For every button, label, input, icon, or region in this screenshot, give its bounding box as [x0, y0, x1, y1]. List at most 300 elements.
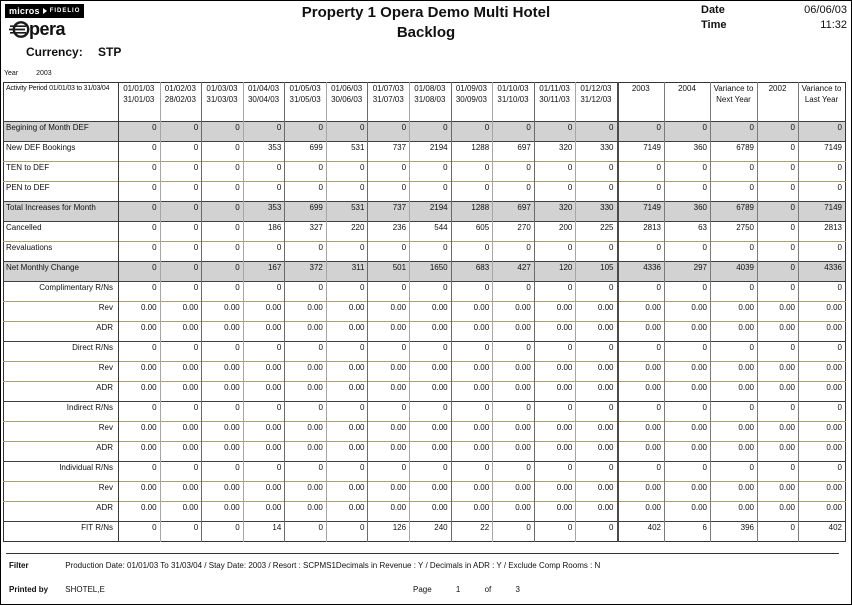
value-cell: 0	[711, 402, 758, 422]
value-cell: 0.00	[665, 502, 711, 522]
row-label: ADR	[4, 322, 119, 342]
value-cell: 0.00	[493, 442, 535, 462]
value-cell: 0.00	[576, 442, 618, 462]
value-cell: 0.00	[534, 322, 576, 342]
value-cell: 0.00	[368, 422, 410, 442]
value-cell: 0	[534, 342, 576, 362]
value-cell: 0	[285, 522, 327, 542]
value-cell: 737	[368, 202, 410, 222]
value-cell: 0	[410, 162, 452, 182]
table-wrap	[3, 82, 846, 542]
table-row	[4, 202, 846, 222]
column-header: 2003	[618, 83, 665, 122]
value-cell: 0.00	[119, 422, 161, 442]
table-row	[4, 282, 846, 302]
value-cell: 0	[799, 462, 846, 482]
value-cell: 0	[202, 522, 244, 542]
value-cell: 0.00	[285, 482, 327, 502]
value-cell: 0	[493, 182, 535, 202]
value-cell: 0.00	[202, 382, 244, 402]
value-cell: 0	[534, 182, 576, 202]
value-cell: 0	[410, 242, 452, 262]
value-cell: 0	[285, 182, 327, 202]
value-cell: 0.00	[618, 442, 665, 462]
value-cell: 0.00	[618, 422, 665, 442]
year-value: 2003	[36, 70, 52, 77]
table-header-row	[4, 83, 846, 122]
value-cell: 0.00	[285, 362, 327, 382]
value-cell: 0	[119, 242, 161, 262]
value-cell: 0	[493, 342, 535, 362]
value-cell: 0.00	[618, 302, 665, 322]
value-cell: 0.00	[368, 322, 410, 342]
value-cell: 0.00	[243, 502, 285, 522]
value-cell: 0.00	[451, 502, 493, 522]
value-cell: 0	[534, 522, 576, 542]
value-cell: 0	[576, 342, 618, 362]
value-cell: 0	[326, 162, 368, 182]
value-cell: 0	[119, 142, 161, 162]
value-cell: 0.00	[799, 322, 846, 342]
value-cell: 0.00	[119, 362, 161, 382]
value-cell: 0.00	[799, 382, 846, 402]
column-header: Variance to Next Year	[711, 83, 758, 122]
value-cell: 0.00	[202, 422, 244, 442]
value-cell: 0	[160, 182, 202, 202]
value-cell: 0	[618, 122, 665, 142]
footer-divider	[6, 553, 839, 554]
value-cell: 0.00	[243, 302, 285, 322]
value-cell: 0.00	[202, 502, 244, 522]
value-cell: 0	[326, 282, 368, 302]
value-cell: 0	[799, 282, 846, 302]
value-cell: 327	[285, 222, 327, 242]
column-header: Variance to Last Year	[801, 84, 842, 104]
value-cell: 0.00	[160, 482, 202, 502]
value-cell: 0	[799, 342, 846, 362]
value-cell: 0	[285, 342, 327, 362]
row-label: Rev	[4, 302, 119, 322]
value-cell: 0	[711, 122, 758, 142]
value-cell: 0.00	[326, 502, 368, 522]
value-cell: 0	[451, 282, 493, 302]
value-cell: 0	[758, 202, 799, 222]
row-label: ADR	[4, 382, 119, 402]
value-cell: 0	[243, 402, 285, 422]
value-cell: 0.00	[711, 502, 758, 522]
value-cell: 0.00	[119, 382, 161, 402]
value-cell: 697	[493, 202, 535, 222]
value-cell: 0	[285, 242, 327, 262]
row-label: Individual R/Ns	[4, 462, 119, 482]
value-cell: 0	[618, 162, 665, 182]
value-cell: 0.00	[534, 482, 576, 502]
table-body	[4, 122, 846, 542]
value-cell: 0.00	[368, 442, 410, 462]
value-cell: 1288	[451, 142, 493, 162]
value-cell: 0.00	[534, 302, 576, 322]
value-cell: 0.00	[243, 482, 285, 502]
value-cell: 225	[576, 222, 618, 242]
page-label: Page	[413, 585, 432, 594]
value-cell: 0	[665, 402, 711, 422]
value-cell: 167	[243, 262, 285, 282]
value-cell: 0.00	[202, 302, 244, 322]
value-cell: 0	[758, 182, 799, 202]
value-cell: 0.00	[618, 382, 665, 402]
column-header: 2004	[665, 83, 711, 122]
value-cell: 0	[410, 182, 452, 202]
value-cell: 0	[368, 122, 410, 142]
table-row	[4, 342, 846, 362]
value-cell: 0	[758, 462, 799, 482]
value-cell: 0	[758, 282, 799, 302]
value-cell: 320	[534, 202, 576, 222]
value-cell: 2750	[711, 222, 758, 242]
value-cell: 0.00	[285, 442, 327, 462]
value-cell: 0	[410, 462, 452, 482]
value-cell: 0	[758, 222, 799, 242]
value-cell: 0	[534, 242, 576, 262]
table-row	[4, 442, 846, 462]
value-cell: 0	[799, 162, 846, 182]
value-cell: 0	[410, 342, 452, 362]
value-cell: 0	[285, 282, 327, 302]
value-cell: 0.00	[243, 442, 285, 462]
value-cell: 2194	[410, 202, 452, 222]
value-cell: 0	[534, 402, 576, 422]
value-cell: 0.00	[576, 302, 618, 322]
value-cell: 0.00	[410, 502, 452, 522]
value-cell: 0.00	[202, 482, 244, 502]
value-cell: 0	[410, 122, 452, 142]
value-cell: 0	[326, 522, 368, 542]
value-cell: 4039	[711, 262, 758, 282]
value-cell: 2813	[799, 222, 846, 242]
currency-value: STP	[98, 45, 122, 59]
value-cell: 0.00	[243, 422, 285, 442]
value-cell: 126	[368, 522, 410, 542]
value-cell: 0	[576, 122, 618, 142]
value-cell: 2813	[618, 222, 665, 242]
value-cell: 0	[665, 462, 711, 482]
value-cell: 0.00	[758, 482, 799, 502]
row-label: Net Monthly Change	[4, 262, 119, 282]
value-cell: 0.00	[711, 302, 758, 322]
value-cell: 220	[326, 222, 368, 242]
value-cell: 0.00	[451, 442, 493, 462]
filter-value: Production Date: 01/01/03 To 31/03/04 / Stay Date: 2003 / Resort : SCPMS1Decimals in Revenue : Y / Decimals in ADR : Y / Exclude Comp Rooms : N	[65, 561, 601, 570]
value-cell: 0.00	[534, 382, 576, 402]
value-cell: 0.00	[368, 302, 410, 322]
value-cell: 0	[665, 242, 711, 262]
value-cell: 0.00	[410, 302, 452, 322]
value-cell: 1288	[451, 202, 493, 222]
column-header: 01/09/03 30/09/03	[451, 83, 493, 122]
value-cell: 0	[534, 122, 576, 142]
table-row	[4, 182, 846, 202]
column-header: 01/11/03 30/11/03	[534, 83, 576, 122]
value-cell: 0	[711, 342, 758, 362]
table-head	[4, 83, 846, 122]
row-label: Rev	[4, 362, 119, 382]
value-cell: 0	[576, 522, 618, 542]
value-cell: 0	[451, 402, 493, 422]
table-row	[4, 502, 846, 522]
value-cell: 0.00	[576, 502, 618, 522]
value-cell: 0	[368, 162, 410, 182]
value-cell: 0	[618, 282, 665, 302]
time-label: Time	[701, 19, 727, 31]
value-cell: 0.00	[243, 362, 285, 382]
value-cell: 0.00	[758, 382, 799, 402]
value-cell: 0.00	[576, 322, 618, 342]
value-cell: 0	[665, 162, 711, 182]
value-cell: 0	[202, 282, 244, 302]
value-cell: 0	[160, 282, 202, 302]
row-label: Total Increases for Month	[4, 202, 119, 222]
value-cell: 4336	[618, 262, 665, 282]
backlog-table	[3, 82, 846, 542]
value-cell: 0.00	[576, 482, 618, 502]
value-cell: 0.00	[160, 422, 202, 442]
value-cell: 0.00	[758, 442, 799, 462]
value-cell: 0.00	[711, 422, 758, 442]
value-cell: 531	[326, 142, 368, 162]
value-cell: 14	[243, 522, 285, 542]
value-cell: 0.00	[758, 502, 799, 522]
value-cell: 0.00	[711, 322, 758, 342]
value-cell: 0	[576, 402, 618, 422]
value-cell: 737	[368, 142, 410, 162]
value-cell: 0.00	[799, 422, 846, 442]
value-cell: 0.00	[665, 442, 711, 462]
value-cell: 0.00	[285, 302, 327, 322]
value-cell: 0.00	[618, 322, 665, 342]
value-cell: 0	[493, 162, 535, 182]
value-cell: 0.00	[326, 302, 368, 322]
printed-by-value: SHOTEL,E	[65, 585, 105, 594]
value-cell: 0.00	[665, 302, 711, 322]
value-cell: 0	[285, 402, 327, 422]
table-row	[4, 222, 846, 242]
table-row	[4, 242, 846, 262]
value-cell: 0	[799, 242, 846, 262]
value-cell: 0	[758, 522, 799, 542]
value-cell: 0	[285, 462, 327, 482]
value-cell: 0	[202, 182, 244, 202]
value-cell: 0.00	[160, 442, 202, 462]
value-cell: 0	[618, 342, 665, 362]
value-cell: 0	[711, 462, 758, 482]
value-cell: 0	[160, 202, 202, 222]
value-cell: 353	[243, 142, 285, 162]
column-header: 2002	[758, 83, 799, 122]
date-time-block	[701, 4, 847, 34]
value-cell: 0.00	[665, 482, 711, 502]
value-cell: 0	[758, 162, 799, 182]
value-cell: 330	[576, 142, 618, 162]
value-cell: 0.00	[326, 422, 368, 442]
value-cell: 0.00	[202, 322, 244, 342]
row-label: PEN to DEF	[4, 182, 119, 202]
value-cell: 0	[202, 262, 244, 282]
page-total: 3	[515, 585, 520, 594]
table-row	[4, 402, 846, 422]
value-cell: 0.00	[618, 482, 665, 502]
value-cell: 0.00	[410, 482, 452, 502]
value-cell: 0	[758, 142, 799, 162]
value-cell: 0	[618, 402, 665, 422]
value-cell: 0	[711, 162, 758, 182]
report-subtitle: Backlog	[396, 23, 456, 41]
table-row	[4, 382, 846, 402]
value-cell: 0	[618, 242, 665, 262]
value-cell: 0.00	[119, 442, 161, 462]
table-row	[4, 482, 846, 502]
value-cell: 0.00	[618, 362, 665, 382]
value-cell: 0.00	[758, 362, 799, 382]
column-header: 01/12/03 31/12/03	[576, 83, 618, 122]
value-cell: 0	[119, 162, 161, 182]
value-cell: 353	[243, 202, 285, 222]
micros-logo-text: micros	[9, 6, 40, 16]
currency-block	[26, 45, 121, 59]
value-cell: 0.00	[493, 502, 535, 522]
value-cell: 0.00	[493, 482, 535, 502]
value-cell: 236	[368, 222, 410, 242]
value-cell: 270	[493, 222, 535, 242]
value-cell: 0	[665, 282, 711, 302]
value-cell: 0.00	[534, 502, 576, 522]
value-cell: 0.00	[451, 362, 493, 382]
row-label: New DEF Bookings	[4, 142, 119, 162]
printed-by-label: Printed by	[9, 585, 49, 594]
value-cell: 0	[119, 462, 161, 482]
value-cell: 0	[119, 222, 161, 242]
value-cell: 120	[534, 262, 576, 282]
column-header: 01/02/03 28/02/03	[160, 83, 202, 122]
value-cell: 0	[119, 262, 161, 282]
value-cell: 0	[243, 122, 285, 142]
value-cell: 0	[119, 202, 161, 222]
value-cell: 0	[451, 182, 493, 202]
table-row	[4, 162, 846, 182]
value-cell: 0.00	[534, 362, 576, 382]
value-cell: 0	[285, 162, 327, 182]
value-cell: 0	[160, 242, 202, 262]
value-cell: 0	[160, 462, 202, 482]
value-cell: 699	[285, 142, 327, 162]
value-cell: 0.00	[410, 422, 452, 442]
value-cell: 0	[451, 242, 493, 262]
value-cell: 0.00	[368, 502, 410, 522]
value-cell: 7149	[799, 202, 846, 222]
value-cell: 0	[202, 122, 244, 142]
value-cell: 0.00	[410, 322, 452, 342]
value-cell: 0	[576, 162, 618, 182]
value-cell: 0.00	[160, 322, 202, 342]
value-cell: 0.00	[493, 302, 535, 322]
page-indicator	[413, 585, 542, 594]
value-cell: 330	[576, 202, 618, 222]
value-cell: 544	[410, 222, 452, 242]
value-cell: 0.00	[451, 382, 493, 402]
value-cell: 0.00	[711, 442, 758, 462]
value-cell: 0	[202, 402, 244, 422]
value-cell: 0	[243, 182, 285, 202]
value-cell: 0.00	[711, 362, 758, 382]
value-cell: 531	[326, 202, 368, 222]
value-cell: 0.00	[119, 482, 161, 502]
value-cell: 0	[119, 282, 161, 302]
value-cell: 0.00	[326, 442, 368, 462]
value-cell: 396	[711, 522, 758, 542]
value-cell: 402	[799, 522, 846, 542]
value-cell: 0.00	[451, 302, 493, 322]
value-cell: 0	[202, 222, 244, 242]
value-cell: 683	[451, 262, 493, 282]
value-cell: 0.00	[368, 362, 410, 382]
value-cell: 0.00	[368, 382, 410, 402]
value-cell: 0.00	[799, 502, 846, 522]
value-cell: 4336	[799, 262, 846, 282]
value-cell: 6789	[711, 202, 758, 222]
value-cell: 0.00	[711, 482, 758, 502]
column-header: 01/03/03 31/03/03	[202, 83, 244, 122]
value-cell: 0	[576, 182, 618, 202]
table-row	[4, 422, 846, 442]
value-cell: 0.00	[451, 482, 493, 502]
value-cell: 0	[711, 182, 758, 202]
value-cell: 63	[665, 222, 711, 242]
value-cell: 0.00	[665, 382, 711, 402]
value-cell: 0	[368, 182, 410, 202]
value-cell: 7149	[799, 142, 846, 162]
value-cell: 0	[493, 462, 535, 482]
value-cell: 0	[758, 262, 799, 282]
value-cell: 0	[202, 202, 244, 222]
column-header: 01/08/03 31/08/03	[410, 83, 452, 122]
value-cell: 0.00	[285, 322, 327, 342]
value-cell: 7149	[618, 142, 665, 162]
value-cell: 0.00	[493, 362, 535, 382]
value-cell: 0	[326, 122, 368, 142]
value-cell: 402	[618, 522, 665, 542]
value-cell: 0.00	[665, 362, 711, 382]
value-cell: 0	[368, 242, 410, 262]
value-cell: 427	[493, 262, 535, 282]
row-label: ADR	[4, 442, 119, 462]
value-cell: 0.00	[534, 442, 576, 462]
value-cell: 0.00	[326, 362, 368, 382]
value-cell: 0.00	[160, 502, 202, 522]
value-cell: 0	[493, 522, 535, 542]
value-cell: 0.00	[493, 322, 535, 342]
value-cell: 2194	[410, 142, 452, 162]
opera-logo-text: pera	[29, 19, 66, 39]
value-cell: 0.00	[665, 322, 711, 342]
table-row	[4, 142, 846, 162]
value-cell: 0.00	[493, 382, 535, 402]
year-label: Year	[4, 70, 19, 77]
fidelio-logo-text: FIDELIO	[49, 8, 81, 14]
value-cell: 200	[534, 222, 576, 242]
value-cell: 0.00	[410, 382, 452, 402]
value-cell: 0	[160, 522, 202, 542]
value-cell: 320	[534, 142, 576, 162]
value-cell: 0	[799, 182, 846, 202]
